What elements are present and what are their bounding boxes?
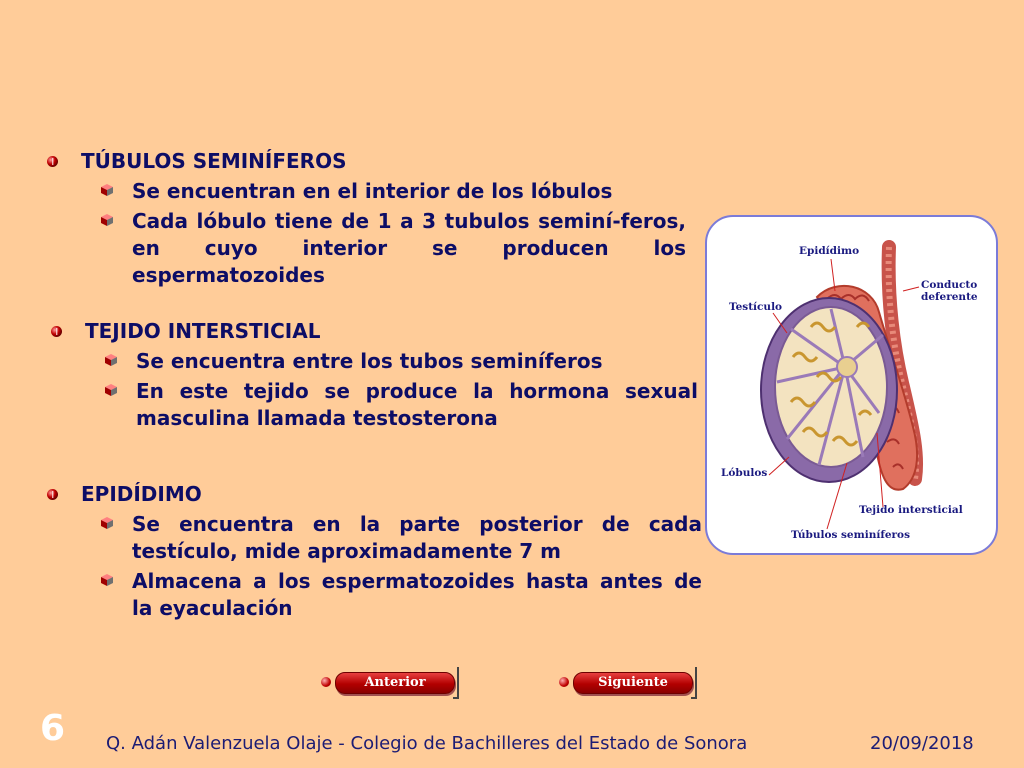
cube-bullet-icon (104, 384, 118, 396)
list-item: En este tejido se produce la hormona sexual masculina llamada testosterona (50, 378, 698, 432)
nav-next (559, 667, 697, 697)
siguiente-button[interactable]: Siguiente (573, 672, 693, 694)
list-item: Se encuentra en la parte posterior de cada testículo, mide aproximadamente 7 m (46, 511, 702, 565)
list-item: Almacena a los espermatozoides hasta antes de la eyaculación (46, 568, 702, 622)
testis-illustration (707, 217, 996, 553)
label-epididimo: Epidídimo (799, 245, 860, 257)
label-lobulos: Lóbulos (721, 467, 768, 479)
red-dot-icon (559, 677, 569, 687)
section-epididimo (46, 480, 702, 622)
section-heading-text: EPIDÍDIMO (81, 482, 202, 506)
cube-bullet-icon (100, 517, 114, 529)
footer-author: Q. Adán Valenzuela Olaje - Colegio de Bachilleres del Estado de Sonora (106, 733, 748, 754)
cube-bullet-icon (100, 184, 114, 196)
button-frame (691, 667, 697, 699)
red-dot-icon (321, 677, 331, 687)
cube-bullet-icon (100, 574, 114, 586)
section-heading (46, 147, 686, 175)
section-heading (50, 317, 698, 345)
section-heading-text: TÚBULOS SEMINÍFEROS (81, 149, 347, 173)
label-tubulos-seminiferos: Túbulos seminíferos (791, 529, 910, 541)
list-item: Cada lóbulo tiene de 1 a 3 tubulos seminí-feros, en cuyo interior se producen los espermatozoides (46, 208, 686, 289)
cube-bullet-icon (100, 214, 114, 226)
button-frame (453, 667, 459, 699)
label-tejido-intersticial: Tejido intersticial (859, 504, 963, 516)
section-heading (46, 480, 702, 508)
testis-diagram (705, 215, 998, 555)
section-heading-text: TEJIDO INTERSTICIAL (85, 319, 321, 343)
section-tubulos (46, 147, 686, 289)
cube-bullet-icon (104, 354, 118, 366)
label-testiculo: Testículo (729, 301, 783, 313)
anterior-button[interactable]: Anterior (335, 672, 455, 694)
list-item: Se encuentran en el interior de los lóbulos (46, 178, 686, 205)
list-item: Se encuentra entre los tubos seminíferos (50, 348, 698, 375)
page-number: 6 (40, 708, 66, 749)
footer-date: 20/09/2018 (870, 733, 974, 754)
section-tejido (50, 317, 698, 432)
red-bullet-icon (46, 155, 59, 168)
red-bullet-icon (46, 488, 59, 501)
red-bullet-icon (50, 325, 63, 338)
label-conducto-deferente: Conducto deferente (921, 279, 978, 303)
nav-prev (321, 667, 459, 697)
